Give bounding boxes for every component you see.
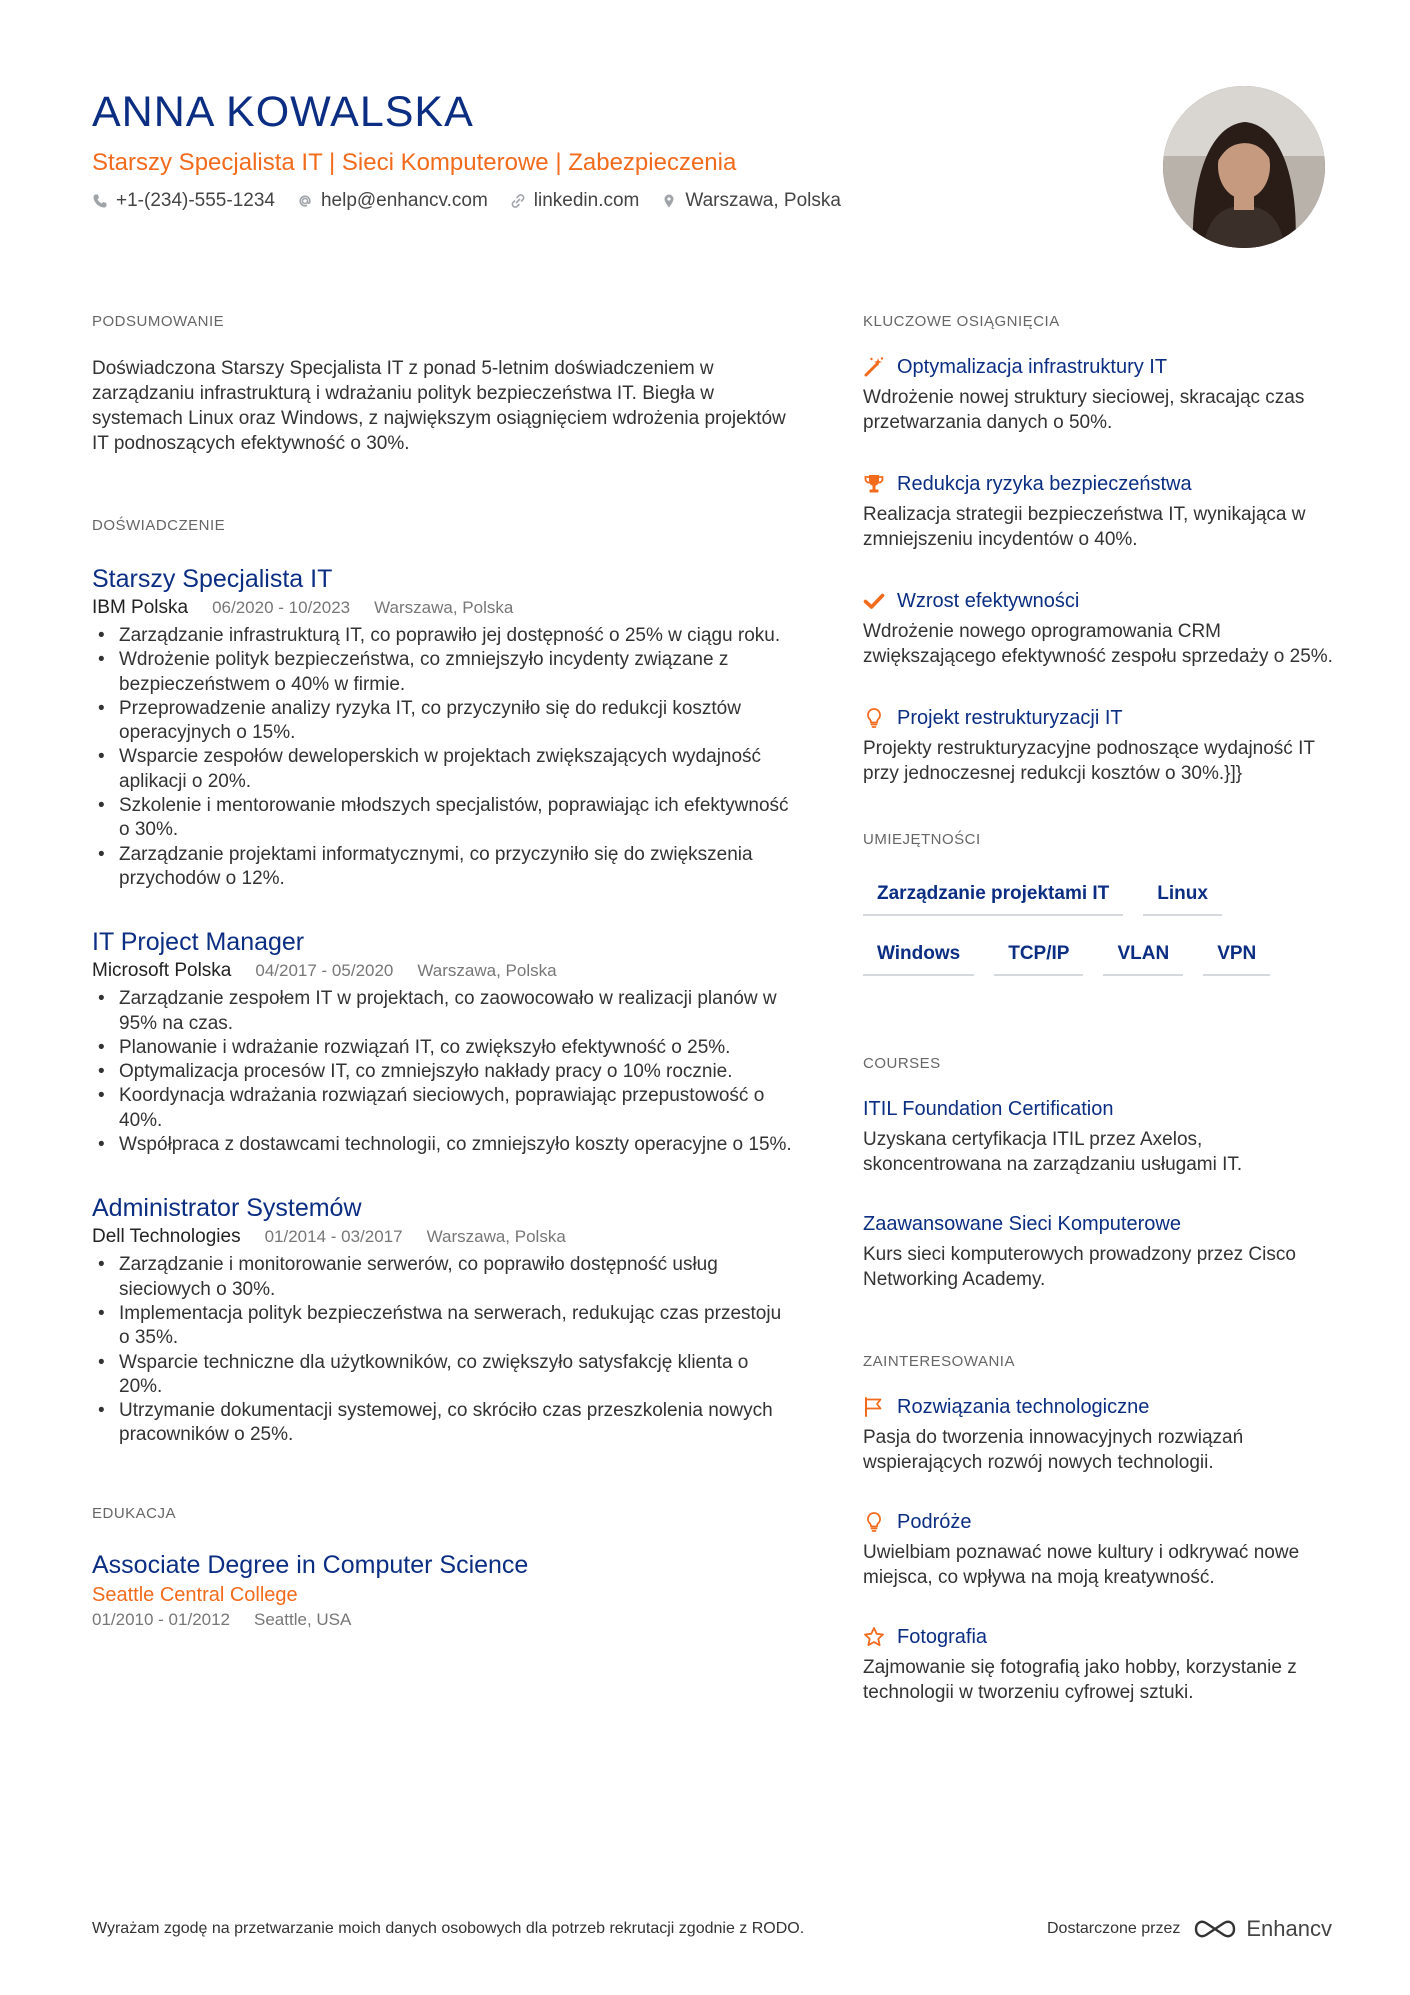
location-icon: [661, 193, 677, 209]
job-bullet: • Planowanie i wdrażanie rozwiązań IT, co zwiększyło efektywność o 25%.: [92, 1036, 792, 1060]
contact-location: [661, 188, 841, 214]
education-degree: Associate Degree in Computer Science: [92, 1550, 529, 1579]
job-bullets: [92, 987, 792, 1157]
magic-wand-icon: [863, 356, 885, 378]
skills-section: [863, 830, 1333, 976]
job-bullets: [92, 1253, 792, 1447]
achievement-title: Projekt restrukturyzacji IT: [897, 707, 1123, 729]
course-title: Zaawansowane Sieci Komputerowe: [863, 1213, 1181, 1235]
enhancv-logo-icon: [1192, 1917, 1238, 1941]
job-location: Warszawa, Polska: [426, 1227, 566, 1247]
job-dates: 04/2017 - 05/2020: [255, 961, 394, 981]
job-bullet: • Współpraca z dostawcami technologii, co zmniejszyło koszty operacyjne o 15%.: [92, 1133, 792, 1157]
education-meta: [92, 1608, 792, 1632]
achievement-head: [863, 354, 1333, 380]
summary-section: [92, 312, 792, 456]
achievement-desc: Wdrożenie nowego oprogramowania CRM zwiększającego efektywność zespołu sprzedaży o 25%.: [863, 621, 1333, 667]
interest-desc: Zajmowanie się fotografią jako hobby, korzystanie z technologii w tworzeniu cyfrowej sztuki.: [863, 1657, 1297, 1703]
star-icon: [863, 1626, 885, 1648]
job-bullet: • Zarządzanie zespołem IT w projektach, co zaowocowało w realizacji planów w 95% na czas.: [92, 987, 792, 1036]
job-meta: [92, 596, 792, 620]
course-desc: Uzyskana certyfikacja ITIL przez Axelos, skoncentrowana na zarządzaniu usługami IT.: [863, 1129, 1243, 1175]
job-title: Administrator Systemów: [92, 1194, 362, 1223]
skill-tag: VPN: [1203, 936, 1270, 976]
job-title: Starszy Specjalista IT: [92, 565, 333, 593]
job-dates: 06/2020 - 10/2023: [212, 598, 351, 617]
interest-desc: Uwielbiam poznawać nowe kultury i odkrywać nowe miejsca, co wpływa na moją kreatywność.: [863, 1542, 1300, 1588]
skill-tag: TCP/IP: [994, 936, 1083, 976]
interest-item: [863, 1624, 1333, 1705]
course-item: [863, 1211, 1333, 1292]
interest-title: Fotografia: [897, 1626, 988, 1648]
interest-head: [863, 1509, 1333, 1535]
right-column: [863, 312, 1333, 1739]
achievements-list: [863, 354, 1333, 786]
job-bullet: • Wdrożenie polityk bezpieczeństwa, co zmniejszyło incydenty związane z bezpieczeństwem o 40% w firmie.: [92, 648, 792, 697]
job-meta: [92, 1225, 792, 1249]
contact-email-text: help@enhancv.com: [320, 190, 488, 211]
education-dates: 01/2010 - 01/2012: [92, 1609, 231, 1629]
contact-email[interactable]: [297, 188, 488, 214]
job-bullet: • Zarządzanie projektami informatycznymi, co przyczyniło się do zwiększenia przychodów o 12%.: [92, 843, 792, 892]
job-bullet: • Utrzymanie dokumentacji systemowej, co skróciło czas przeszkolenia nowych pracowników o 25%.: [92, 1399, 792, 1448]
consent-text: Wyrażam zgodę na przetwarzanie moich danych osobowych dla potrzeb rekrutacji zgodnie z RODO.: [92, 1920, 805, 1937]
education-school: Seattle Central College: [92, 1583, 298, 1606]
flag-icon: [863, 1396, 885, 1418]
link-icon: [510, 193, 526, 209]
skill-tag: Linux: [1143, 876, 1222, 916]
achievement-item: [863, 588, 1333, 669]
contact-phone: [92, 188, 275, 214]
job-company: Microsoft Polska: [92, 960, 232, 982]
achievements-section: [863, 312, 1333, 786]
job-location: Warszawa, Polska: [374, 598, 514, 617]
phone-icon: [92, 193, 108, 209]
trophy-icon: [863, 473, 885, 495]
job-company: Dell Technologies: [92, 1226, 241, 1248]
resume-header: [92, 86, 1092, 214]
experience-section: [92, 516, 792, 1448]
skills-list: [863, 876, 1303, 976]
interest-head: [863, 1624, 1333, 1650]
contact-linkedin-text: linkedin.com: [533, 190, 640, 211]
achievement-head: [863, 588, 1333, 614]
job-bullet: • Szkolenie i mentorowanie młodszych specjalistów, poprawiając ich efektywność o 30%.: [92, 794, 792, 843]
achievement-title: Redukcja ryzyka bezpieczeństwa: [897, 473, 1192, 495]
section-title-summary: PODSUMOWANIE: [92, 313, 225, 330]
job-bullet: • Zarządzanie infrastrukturą IT, co poprawiło jej dostępność o 25% w ciągu roku.: [92, 624, 792, 648]
education-section: [92, 1504, 792, 1632]
job-bullet: • Implementacja polityk bezpieczeństwa na serwerach, redukując czas przestoju o 35%.: [92, 1302, 792, 1351]
contact-location-text: Warszawa, Polska: [685, 190, 841, 211]
contact-row: [92, 188, 1092, 214]
section-title-interests: ZAINTERESOWANIA: [863, 1353, 1015, 1370]
contact-phone-text: +1-(234)-555-1234: [116, 190, 275, 211]
courses-section: [863, 1054, 1333, 1292]
achievement-title: Wzrost efektywności: [897, 590, 1080, 612]
enhancv-logo: [1192, 1916, 1332, 1942]
lightbulb-icon: [863, 707, 885, 729]
skill-tag: VLAN: [1103, 936, 1183, 976]
job-entry: [92, 927, 792, 1157]
job-entry: [92, 564, 792, 891]
skill-tag: Windows: [863, 936, 974, 976]
section-title-experience: DOŚWIADCZENIE: [92, 517, 226, 534]
achievement-item: [863, 354, 1333, 435]
achievement-desc: Wdrożenie nowej struktury sieciowej, skracając czas przetwarzania danych o 50%.: [863, 387, 1305, 433]
candidate-headline: Starszy Specjalista IT | Sieci Komputerowe | Zabezpieczenia: [92, 149, 737, 176]
summary-text: Doświadczona Starszy Specjalista IT z ponad 5-letnim doświadczeniem w zarządzaniu infrastrukturą i wdrażaniu polityk bezpieczeństwa IT. Biegła w systemach Linux oraz Windows, z największym osiągnięciem wdrożenia projektów IT podnoszących efektywność o 30%.: [92, 358, 786, 454]
at-icon: [297, 193, 313, 209]
checkmark-icon: [863, 590, 885, 612]
job-title: IT Project Manager: [92, 928, 305, 957]
powered-by[interactable]: [1047, 1916, 1332, 1942]
left-column: [92, 312, 792, 1632]
course-title: ITIL Foundation Certification: [863, 1098, 1114, 1120]
job-bullet: • Wsparcie techniczne dla użytkowników, co zwiększyło satysfakcję klienta o 20%.: [92, 1351, 792, 1400]
interest-item: [863, 1509, 1333, 1590]
job-bullet: • Koordynacja wdrażania rozwiązań sieciowych, poprawiając przepustowość o 40%.: [92, 1084, 792, 1133]
avatar: [1163, 86, 1325, 248]
achievement-title: Optymalizacja infrastruktury IT: [897, 356, 1168, 378]
achievement-head: [863, 471, 1333, 497]
enhancv-wordmark: Enhancv: [1246, 1916, 1332, 1941]
achievement-desc: Projekty restrukturyzacyjne podnoszące wydajność IT przy jednoczesnej redukcji kosztów o 30%.}]}: [863, 738, 1315, 784]
course-item: [863, 1096, 1333, 1177]
interest-title: Podróże: [897, 1511, 972, 1533]
job-bullet: • Zarządzanie i monitorowanie serwerów, co poprawiło dostępność usług sieciowych o 30%.: [92, 1253, 792, 1302]
resume-footer: [92, 1916, 1332, 1942]
achievement-desc: Realizacja strategii bezpieczeństwa IT, wynikająca w zmniejszeniu incydentów o 40%.: [863, 504, 1306, 550]
achievement-item: [863, 471, 1333, 552]
achievement-item: [863, 705, 1333, 786]
achievement-head: [863, 705, 1333, 731]
powered-by-label: Dostarczone przez: [1046, 1920, 1181, 1937]
section-title-achievements: KLUCZOWE OSIĄGNIĘCIA: [863, 313, 1060, 330]
interest-head: [863, 1394, 1333, 1420]
lightbulb-icon: [863, 1511, 885, 1533]
job-bullet: • Przeprowadzenie analizy ryzyka IT, co przyczyniło się do redukcji kosztów operacyjnych o 15%.: [92, 697, 792, 746]
skill-tag: Zarządzanie projektami IT: [863, 876, 1123, 916]
section-title-courses: COURSES: [863, 1055, 941, 1072]
interest-desc: Pasja do tworzenia innowacyjnych rozwiązań wspierających rozwój nowych technologii.: [863, 1427, 1244, 1473]
job-bullets: [92, 624, 792, 891]
job-dates: 01/2014 - 03/2017: [264, 1227, 403, 1247]
interest-item: [863, 1394, 1333, 1475]
job-bullet: • Wsparcie zespołów deweloperskich w projektach zwiększających wydajność aplikacji o 20%.: [92, 745, 792, 794]
section-title-skills: UMIEJĘTNOŚCI: [863, 831, 981, 848]
job-meta: [92, 959, 792, 983]
candidate-name: ANNA KOWALSKA: [92, 88, 474, 136]
section-title-education: EDUKACJA: [92, 1504, 177, 1522]
job-bullet: • Optymalizacja procesów IT, co zmniejszyło nakłady pracy o 10% rocznie.: [92, 1060, 792, 1084]
job-company: IBM Polska: [92, 597, 189, 618]
contact-linkedin[interactable]: [510, 188, 640, 214]
interest-title: Rozwiązania technologiczne: [897, 1396, 1150, 1418]
job-location: Warszawa, Polska: [417, 961, 557, 981]
interests-section: [863, 1352, 1333, 1705]
course-desc: Kurs sieci komputerowych prowadzony przez Cisco Networking Academy.: [863, 1244, 1296, 1290]
education-location: Seattle, USA: [254, 1609, 352, 1629]
interests-list: [863, 1394, 1333, 1705]
job-entry: [92, 1193, 792, 1447]
